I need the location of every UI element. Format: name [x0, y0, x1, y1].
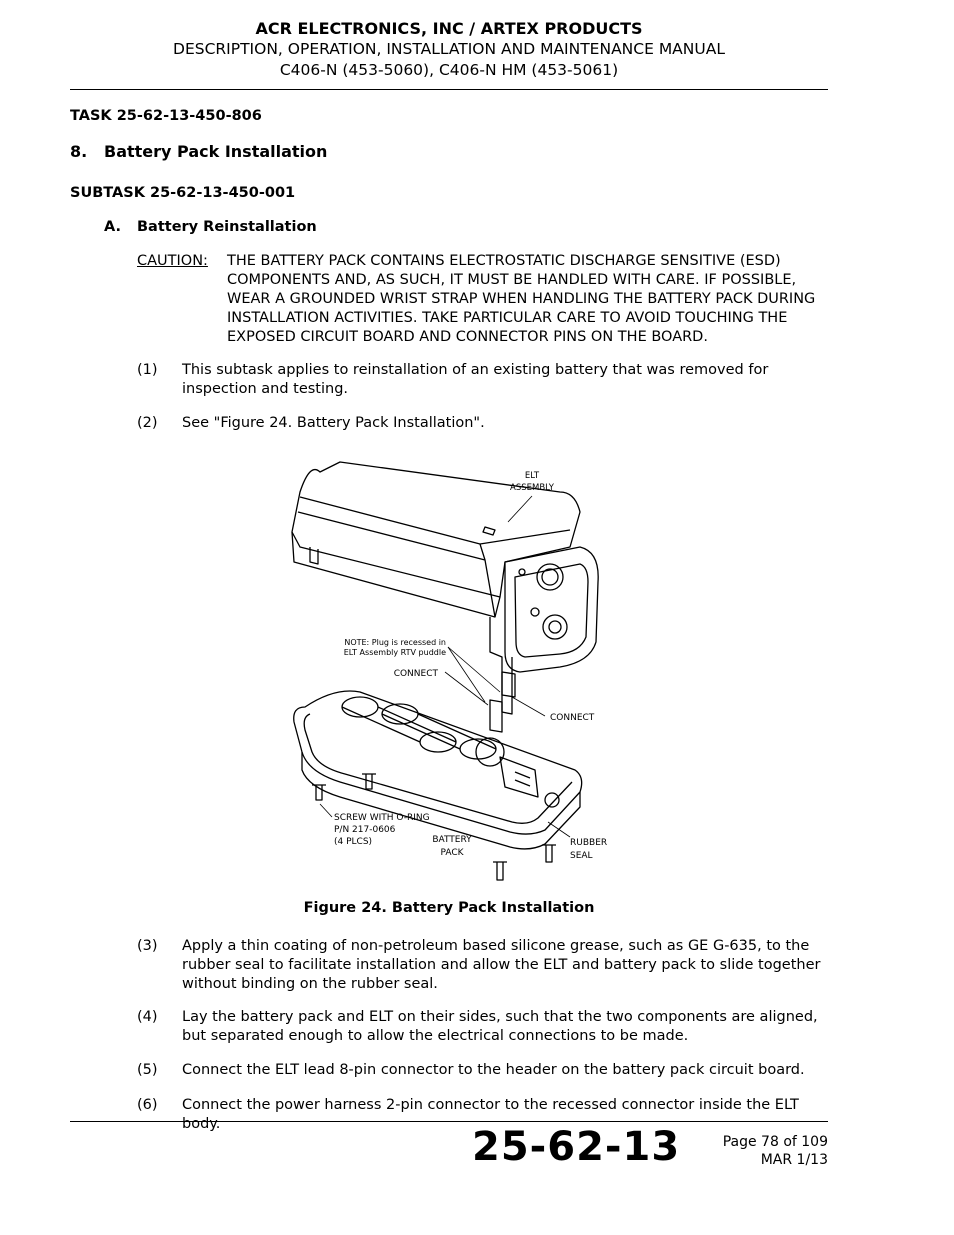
step-number: (6): [137, 1097, 158, 1113]
figure-caption: Figure 24. Battery Pack Installation: [303, 900, 595, 916]
step-number: (1): [137, 362, 158, 378]
footer-page-info: [723, 1133, 828, 1169]
label-seal-1: RUBBER: [570, 838, 608, 848]
subsection-title: Battery Reinstallation: [137, 219, 317, 235]
footer-date: MAR 1/13: [760, 1152, 828, 1168]
header-company: ACR ELECTRONICS, INC / ARTEX PRODUCTS: [255, 19, 643, 38]
footer-page: Page 78 of 109: [722, 1134, 828, 1150]
task-id: TASK 25-62-13-450-806: [70, 108, 262, 124]
step-number: (5): [137, 1062, 158, 1078]
label-screw-1: SCREW WITH O-RING: [334, 813, 430, 823]
label-assembly: ASSEMBLY: [510, 483, 554, 493]
caution-text: THE BATTERY PACK CONTAINS ELECTROSTATIC DISCHARGE SENSITIVE (ESD) COMPONENTS AND, AS SUCH, IT MUST BE HANDLED WITH CARE. IF POSSIBLE, WEAR A GROUNDED WRIST STRAP WHEN HANDLING THE BATTERY PACK DURING INSTALLATION ACTIVITIES. TAKE PARTICULAR CARE TO AVOID TOUCHING THE EXPOSED CIRCUIT BOARD AND CONNECTOR PINS ON THE BOARD.: [227, 253, 816, 345]
step-text: Lay the battery pack and ELT on their sides, such that the two components are aligned, but separated enough to allow the electrical connections to be made.: [182, 1009, 818, 1044]
step-text: This subtask applies to reinstallation of an existing battery that was removed for inspection and testing.: [182, 362, 769, 397]
subsection-letter: A.: [104, 219, 121, 235]
header-models: C406-N (453-5060), C406-N HM (453-5061): [279, 61, 619, 79]
label-connect-left: CONNECT: [393, 669, 438, 679]
label-seal-2: SEAL: [570, 851, 593, 861]
step-number: (4): [137, 1009, 158, 1025]
step-text: Apply a thin coating of non-petroleum based silicone grease, such as GE G-635, to the rubber seal to facilitate installation and allow the ELT and battery pack to slide together without binding on the rubber seal.: [182, 938, 821, 992]
label-battery-1: BATTERY: [432, 835, 472, 845]
step-number: (2): [137, 415, 158, 431]
label-screw-2: P/N 217-0606: [334, 825, 396, 835]
label-screw-3: (4 PLCS): [334, 837, 373, 847]
screw-icon: [493, 862, 507, 880]
label-note-1: NOTE: Plug is recessed in: [344, 638, 446, 647]
subtask-id: SUBTASK 25-62-13-450-001: [70, 185, 296, 201]
step-text: Connect the ELT lead 8-pin connector to the header on the battery pack circuit board.: [182, 1062, 805, 1078]
screw-icon: [542, 845, 556, 862]
header-manual-title: DESCRIPTION, OPERATION, INSTALLATION AND MAINTENANCE MANUAL: [173, 40, 725, 58]
header-rule: [70, 89, 828, 90]
step-number: (3): [137, 938, 158, 954]
connector: [490, 700, 502, 732]
footer-doc-number: 25-62-13: [472, 1124, 681, 1170]
label-elt: ELT: [524, 471, 540, 481]
step-text: Connect the power harness 2-pin connector to the recessed connector inside the ELT body.: [182, 1097, 799, 1132]
label-connect-right: CONNECT: [550, 713, 595, 723]
footer-rule: [70, 1121, 828, 1122]
label-battery-2: PACK: [440, 848, 464, 858]
battery-pack-figure: [280, 452, 640, 892]
label-note-2: ELT Assembly RTV puddle: [343, 648, 446, 657]
step-text: See "Figure 24. Battery Pack Installation".: [182, 415, 485, 431]
screw-icon: [312, 785, 326, 800]
section-number: 8.: [70, 142, 88, 161]
section-title: Battery Pack Installation: [104, 142, 328, 161]
caution-label: CAUTION:: [137, 253, 208, 269]
